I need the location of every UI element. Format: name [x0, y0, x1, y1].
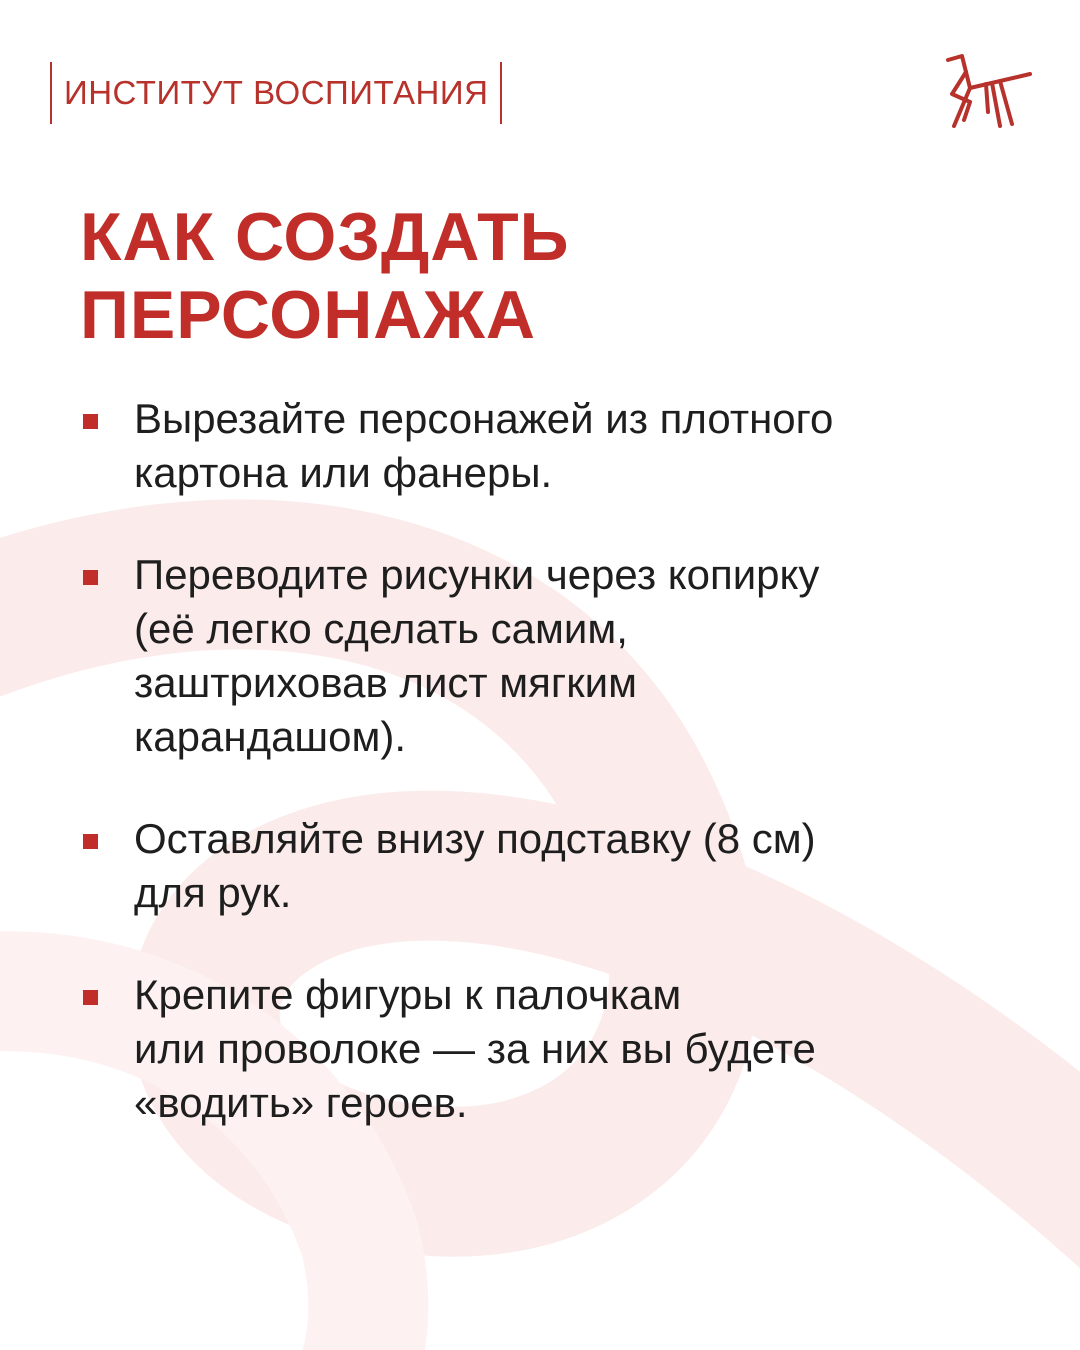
list-item-text: или проволоке — за них вы будете: [134, 1025, 816, 1072]
tips-list: [80, 392, 1040, 1178]
list-item-text: Оставляйте внизу подставку (8 см): [134, 815, 816, 862]
page-title: [80, 198, 570, 354]
list-item: [80, 392, 1040, 500]
list-item-text: Крепите фигуры к палочкам: [134, 971, 682, 1018]
square-bullet-icon: [83, 990, 98, 1005]
square-bullet-icon: [83, 834, 98, 849]
list-item-text: заштриховав лист мягким: [134, 659, 637, 706]
list-item-text: «водить» героев.: [134, 1079, 468, 1126]
list-item-text: (её легко сделать самим,: [134, 605, 628, 652]
list-item-text: Вырезайте персонажей из плотного: [134, 395, 834, 442]
square-bullet-icon: [83, 414, 98, 429]
brand-name: ИНСТИТУТ ВОСПИТАНИЯ: [64, 74, 489, 111]
horse-chair-logo-icon: [940, 50, 1036, 134]
brand-right-divider: [500, 62, 502, 124]
brand-header: [50, 62, 502, 124]
list-item-text: карандашом).: [134, 713, 407, 760]
list-item-text: Переводите рисунки через копирку: [134, 551, 820, 598]
list-item: [80, 812, 1040, 920]
list-item: [80, 968, 1040, 1130]
list-item-text: для рук.: [134, 869, 292, 916]
square-bullet-icon: [83, 570, 98, 585]
list-item-text: картона или фанеры.: [134, 449, 553, 496]
list-item: [80, 548, 1040, 764]
title-line: ПЕРСОНАЖА: [80, 277, 536, 353]
title-line: КАК СОЗДАТЬ: [80, 199, 570, 275]
